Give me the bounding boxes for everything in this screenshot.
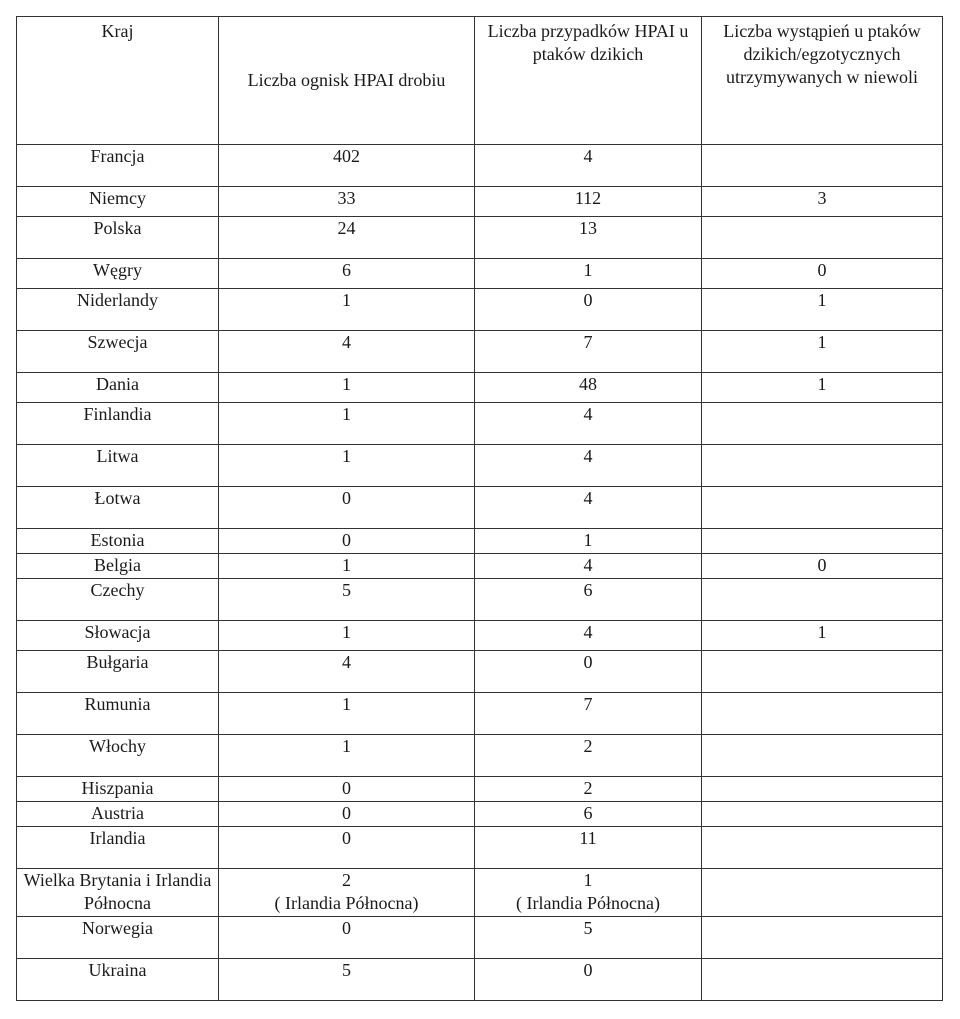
wild-cell: 0 bbox=[475, 651, 702, 693]
table-row bbox=[17, 917, 943, 959]
country-cell: Węgry bbox=[17, 259, 219, 289]
table-row bbox=[17, 579, 943, 621]
country-cell: Czechy bbox=[17, 579, 219, 621]
wild-cell: 1 bbox=[475, 259, 702, 289]
captive-cell: 0 bbox=[702, 554, 943, 579]
poultry-cell: 0 bbox=[219, 777, 475, 802]
wild-cell: 2 bbox=[475, 735, 702, 777]
country-cell: Norwegia bbox=[17, 917, 219, 959]
country-cell: Bułgaria bbox=[17, 651, 219, 693]
wild-cell: 112 bbox=[475, 187, 702, 217]
wild-cell: 4 bbox=[475, 445, 702, 487]
table-row bbox=[17, 373, 943, 403]
table-header bbox=[17, 17, 943, 145]
poultry-cell: 0 bbox=[219, 529, 475, 554]
captive-cell bbox=[702, 651, 943, 693]
wild-cell: 11 bbox=[475, 827, 702, 869]
poultry-cell: 1 bbox=[219, 289, 475, 331]
poultry-cell: 4 bbox=[219, 651, 475, 693]
wild-cell: 4 bbox=[475, 487, 702, 529]
wild-cell: 4 bbox=[475, 403, 702, 445]
table-row bbox=[17, 959, 943, 1001]
captive-cell bbox=[702, 827, 943, 869]
wild-cell: 7 bbox=[475, 331, 702, 373]
captive-cell bbox=[702, 403, 943, 445]
poultry-cell: 1 bbox=[219, 621, 475, 651]
wild-cell: 5 bbox=[475, 917, 702, 959]
wild-cell: 4 bbox=[475, 554, 702, 579]
country-cell: Polska bbox=[17, 217, 219, 259]
captive-cell bbox=[702, 145, 943, 187]
wild-cell: 6 bbox=[475, 802, 702, 827]
country-cell: Hiszpania bbox=[17, 777, 219, 802]
table-row bbox=[17, 777, 943, 802]
table-row bbox=[17, 651, 943, 693]
table-row bbox=[17, 445, 943, 487]
wild-cell: 48 bbox=[475, 373, 702, 403]
captive-cell bbox=[702, 579, 943, 621]
captive-cell bbox=[702, 487, 943, 529]
poultry-cell: 1 bbox=[219, 693, 475, 735]
wild-cell: 4 bbox=[475, 145, 702, 187]
poultry-cell: 5 bbox=[219, 959, 475, 1001]
captive-cell: 1 bbox=[702, 373, 943, 403]
header-wild-bird-cases: Liczba przypadków HPAI u ptaków dzikich bbox=[475, 17, 702, 145]
hpai-table bbox=[16, 16, 943, 1001]
table-row bbox=[17, 621, 943, 651]
captive-cell: 1 bbox=[702, 621, 943, 651]
table-row bbox=[17, 554, 943, 579]
wild-cell: 1 bbox=[475, 529, 702, 554]
captive-cell bbox=[702, 869, 943, 917]
captive-cell bbox=[702, 693, 943, 735]
country-cell: Włochy bbox=[17, 735, 219, 777]
captive-cell bbox=[702, 802, 943, 827]
poultry-cell bbox=[219, 869, 475, 917]
wild-note: ( Irlandia Północna) bbox=[516, 893, 660, 913]
header-country: Kraj bbox=[17, 17, 219, 145]
poultry-cell: 0 bbox=[219, 487, 475, 529]
table-row bbox=[17, 145, 943, 187]
country-cell: Estonia bbox=[17, 529, 219, 554]
wild-cell: 2 bbox=[475, 777, 702, 802]
table-row bbox=[17, 693, 943, 735]
poultry-cell: 1 bbox=[219, 403, 475, 445]
wild-cell: 0 bbox=[475, 289, 702, 331]
poultry-cell: 24 bbox=[219, 217, 475, 259]
country-cell: Dania bbox=[17, 373, 219, 403]
captive-cell: 0 bbox=[702, 259, 943, 289]
captive-cell bbox=[702, 735, 943, 777]
captive-cell bbox=[702, 529, 943, 554]
country-cell: Ukraina bbox=[17, 959, 219, 1001]
wild-cell bbox=[475, 869, 702, 917]
country-cell: Łotwa bbox=[17, 487, 219, 529]
poultry-cell: 33 bbox=[219, 187, 475, 217]
table-row bbox=[17, 827, 943, 869]
country-cell: Belgia bbox=[17, 554, 219, 579]
wild-cell: 4 bbox=[475, 621, 702, 651]
table-row bbox=[17, 735, 943, 777]
poultry-value: 2 bbox=[342, 870, 351, 890]
table-row bbox=[17, 331, 943, 373]
country-cell: Austria bbox=[17, 802, 219, 827]
header-captive-bird-cases: Liczba wystąpień u ptaków dzikich/egzotycznych utrzymywanych w niewoli bbox=[702, 17, 943, 145]
country-cell: Wielka Brytania i Irlandia Północna bbox=[17, 869, 219, 917]
poultry-note: ( Irlandia Północna) bbox=[274, 893, 419, 913]
country-cell: Litwa bbox=[17, 445, 219, 487]
poultry-cell: 4 bbox=[219, 331, 475, 373]
table-body bbox=[17, 145, 943, 1001]
captive-cell bbox=[702, 959, 943, 1001]
poultry-cell: 0 bbox=[219, 802, 475, 827]
poultry-cell: 5 bbox=[219, 579, 475, 621]
captive-cell: 3 bbox=[702, 187, 943, 217]
captive-cell bbox=[702, 217, 943, 259]
wild-cell: 6 bbox=[475, 579, 702, 621]
table-row bbox=[17, 487, 943, 529]
poultry-cell: 1 bbox=[219, 373, 475, 403]
captive-cell: 1 bbox=[702, 289, 943, 331]
country-cell: Niemcy bbox=[17, 187, 219, 217]
captive-cell: 1 bbox=[702, 331, 943, 373]
table-row bbox=[17, 869, 943, 917]
table-row bbox=[17, 187, 943, 217]
table-row bbox=[17, 217, 943, 259]
poultry-cell: 402 bbox=[219, 145, 475, 187]
country-cell: Francja bbox=[17, 145, 219, 187]
table-row bbox=[17, 529, 943, 554]
country-cell: Szwecja bbox=[17, 331, 219, 373]
poultry-cell: 1 bbox=[219, 445, 475, 487]
poultry-cell: 1 bbox=[219, 554, 475, 579]
wild-cell: 0 bbox=[475, 959, 702, 1001]
poultry-cell: 0 bbox=[219, 827, 475, 869]
country-cell: Finlandia bbox=[17, 403, 219, 445]
table-row bbox=[17, 802, 943, 827]
wild-value: 1 bbox=[583, 870, 593, 890]
wild-cell: 13 bbox=[475, 217, 702, 259]
poultry-cell: 0 bbox=[219, 917, 475, 959]
country-cell: Irlandia bbox=[17, 827, 219, 869]
captive-cell bbox=[702, 777, 943, 802]
country-cell: Rumunia bbox=[17, 693, 219, 735]
country-cell: Niderlandy bbox=[17, 289, 219, 331]
header-poultry-outbreaks: Liczba ognisk HPAI drobiu bbox=[219, 17, 475, 145]
table-row bbox=[17, 289, 943, 331]
poultry-cell: 6 bbox=[219, 259, 475, 289]
table-row bbox=[17, 259, 943, 289]
captive-cell bbox=[702, 917, 943, 959]
captive-cell bbox=[702, 445, 943, 487]
wild-cell: 7 bbox=[475, 693, 702, 735]
table-row bbox=[17, 403, 943, 445]
poultry-cell: 1 bbox=[219, 735, 475, 777]
country-cell: Słowacja bbox=[17, 621, 219, 651]
